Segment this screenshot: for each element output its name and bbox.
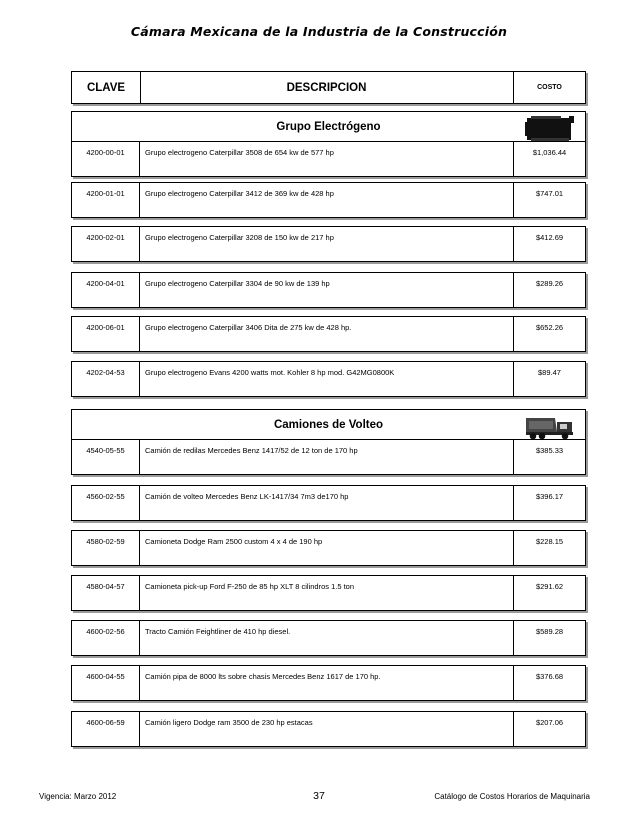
row-clave: 4200-01-01 — [72, 183, 140, 217]
row-descripcion: Camión pipa de 8000 lts sobre chasis Mercedes Benz 1617 de 170 hp. — [140, 666, 514, 700]
row-costo: $396.17 — [535, 492, 564, 501]
row-descripcion: Grupo electrogeno Caterpillar 3406 Dita de 275 kw de 428 hp. — [140, 317, 514, 351]
row-descripcion: Grupo electrogeno Caterpillar 3208 de 150 kw de 217 hp — [140, 227, 514, 261]
row-clave: 4200-02-01 — [72, 227, 140, 261]
row-clave: 4200-06-01 — [72, 317, 140, 351]
column-header-descripcion: DESCRIPCION — [140, 72, 514, 103]
row-clave: 4600-06-59 — [72, 712, 140, 746]
row-clave: 4600-02-56 — [72, 621, 140, 655]
row-descripcion: Grupo electrogeno Evans 4200 watts mot. Kohler 8 hp mod. G42MG0800K — [140, 362, 514, 396]
section-header-camiones-de-volteo — [71, 409, 586, 442]
column-header-clave: CLAVE — [72, 72, 141, 103]
section-header-grupo-electrogeno — [71, 111, 586, 144]
page-title: Cámara Mexicana de la Industria de la Construcción — [130, 24, 508, 39]
row-descripcion: Grupo electrogeno Caterpillar 3508 de 654 kw de 577 hp — [140, 142, 514, 176]
row-clave: 4560-02-55 — [72, 486, 140, 520]
row-costo: $652.26 — [535, 323, 564, 332]
row-descripcion: Camión ligero Dodge ram 3500 de 230 hp estacas — [140, 712, 514, 746]
row-costo: $207.06 — [535, 718, 564, 727]
table-row — [71, 439, 586, 475]
row-clave: 4200-04-01 — [72, 273, 140, 307]
table-row — [71, 141, 586, 177]
table-row — [71, 530, 586, 566]
row-costo: $376.68 — [535, 672, 564, 681]
row-costo: $1,036.44 — [532, 148, 567, 157]
table-row — [71, 485, 586, 521]
table-row — [71, 361, 586, 397]
generator-icon — [525, 116, 575, 142]
table-row — [71, 665, 586, 701]
page-number: 37 — [313, 790, 325, 802]
row-clave: 4580-02-59 — [72, 531, 140, 565]
footer-catalog-title: Catálogo de Costos Horarios de Maquinaria — [434, 792, 590, 801]
row-costo: $385.33 — [535, 446, 564, 455]
row-clave: 4540-05-55 — [72, 440, 140, 474]
row-descripcion: Grupo electrogeno Caterpillar 3304 de 90 kw de 139 hp — [140, 273, 514, 307]
table-row — [71, 620, 586, 656]
row-clave: 4600-04-55 — [72, 666, 140, 700]
table-row — [71, 316, 586, 352]
table-row — [71, 226, 586, 262]
footer-validity: Vigencia: Marzo 2012 — [39, 792, 117, 801]
section-title: Grupo Electrógeno — [276, 120, 381, 133]
row-costo: $228.15 — [535, 537, 564, 546]
row-clave: 4200-00-01 — [72, 142, 140, 176]
row-costo: $89.47 — [538, 368, 561, 377]
table-row — [71, 575, 586, 611]
row-costo: $289.26 — [535, 279, 564, 288]
row-clave: 4202-04-53 — [72, 362, 140, 396]
table-row — [71, 272, 586, 308]
row-costo: $589.28 — [535, 627, 564, 636]
table-row — [71, 711, 586, 747]
table-row — [71, 182, 586, 218]
row-descripcion: Camión de volteo Mercedes Benz LK-1417/34 7m3 de170 hp — [140, 486, 514, 520]
row-costo: $291.62 — [535, 582, 564, 591]
row-descripcion: Grupo electrogeno Caterpillar 3412 de 369 kw de 428 hp — [140, 183, 514, 217]
row-clave: 4580-04-57 — [72, 576, 140, 610]
section-title: Camiones de Volteo — [273, 418, 384, 431]
row-descripcion: Camioneta pick-up Ford F-250 de 85 hp XLT 8 cilindros 1.5 ton — [140, 576, 514, 610]
row-descripcion: Camioneta Dodge Ram 2500 custom 4 x 4 de 190 hp — [140, 531, 514, 565]
row-descripcion: Tracto Camión Feightliner de 410 hp diesel. — [140, 621, 514, 655]
row-descripcion: Camión de redilas Mercedes Benz 1417/52 de 12 ton de 170 hp — [140, 440, 514, 474]
dump-truck-icon — [525, 414, 575, 440]
table-header — [71, 71, 586, 104]
row-costo: $412.69 — [535, 233, 564, 242]
row-costo: $747.01 — [535, 189, 564, 198]
column-header-costo: COSTO — [537, 84, 562, 91]
